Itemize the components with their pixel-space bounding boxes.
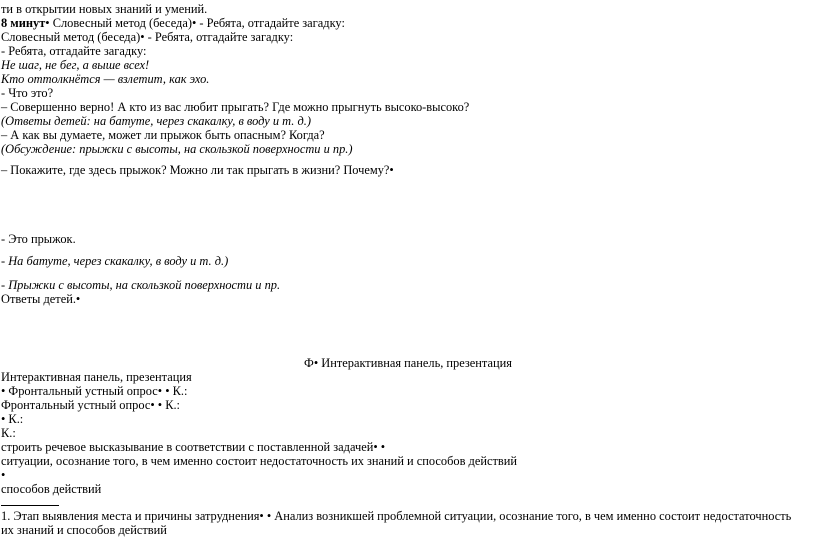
text-line: • К.: bbox=[1, 412, 24, 426]
text-line: Словесный метод (беседа)• - Ребята, отгадайте загадку: bbox=[1, 30, 294, 44]
text-line bbox=[1, 16, 345, 30]
time-label: 8 минут bbox=[1, 16, 46, 30]
text-line: – Покажите, где здесь прыжок? Можно ли так прыгать в жизни? Почему?• bbox=[1, 163, 394, 177]
text-line: – А как вы думаете, может ли прыжок быть опасным? Когда? bbox=[1, 128, 325, 142]
discussion-line: (Обсуждение: прыжки с высоты, на скользкой поверхности и пр.) bbox=[1, 142, 353, 156]
text-line: Интерактивная панель, презентация bbox=[1, 370, 192, 384]
centered-line: Ф• Интерактивная панель, презентация bbox=[304, 356, 512, 370]
riddle-line: Не шаг, не бег, а выше всех! bbox=[1, 58, 150, 72]
text-line: – Совершенно верно! А кто из вас любит прыгать? Где можно прыгнуть высоко-высоко? bbox=[1, 100, 470, 114]
riddle-line: Кто оттолкнётся — взлетит, как эхо. bbox=[1, 72, 210, 86]
text-line-rest: • Словесный метод (беседа)• - Ребята, отгадайте загадку: bbox=[45, 16, 345, 30]
answer-line: (Ответы детей: на батуте, через скакалку, в воду и т. д.) bbox=[1, 114, 311, 128]
text-line: - Это прыжок. bbox=[1, 232, 76, 246]
answer-line: - Прыжки с высоты, на скользкой поверхности и пр. bbox=[1, 278, 281, 292]
text-line: • Фронтальный устный опрос• • К.: bbox=[1, 384, 188, 398]
text-line: К.: bbox=[1, 426, 16, 440]
text-line: Фронтальный устный опрос• • К.: bbox=[1, 398, 180, 412]
footnote-separator bbox=[1, 505, 59, 506]
text-line: Ответы детей.• bbox=[1, 292, 81, 306]
text-line: ти в открытии новых знаний и умений. bbox=[1, 2, 208, 16]
text-line: способов действий bbox=[1, 482, 102, 496]
bullet-line: • bbox=[1, 468, 6, 482]
text-line: - Ребята, отгадайте загадку: bbox=[1, 44, 147, 58]
text-line: ситуации, осознание того, в чем именно состоит недостаточность их знаний и способов действий bbox=[1, 454, 518, 468]
answer-line: - На батуте, через скакалку, в воду и т. д.) bbox=[1, 254, 229, 268]
text-line: - Что это? bbox=[1, 86, 54, 100]
footnote-text: 1. Этап выявления места и причины затруднения• • Анализ возникшей проблемной ситуации, осознание того, в чем именно состоит недостаточность их знаний и способов действий bbox=[1, 509, 792, 537]
text-line: строить речевое высказывание в соответствии с поставленной задачей• • bbox=[1, 440, 386, 454]
